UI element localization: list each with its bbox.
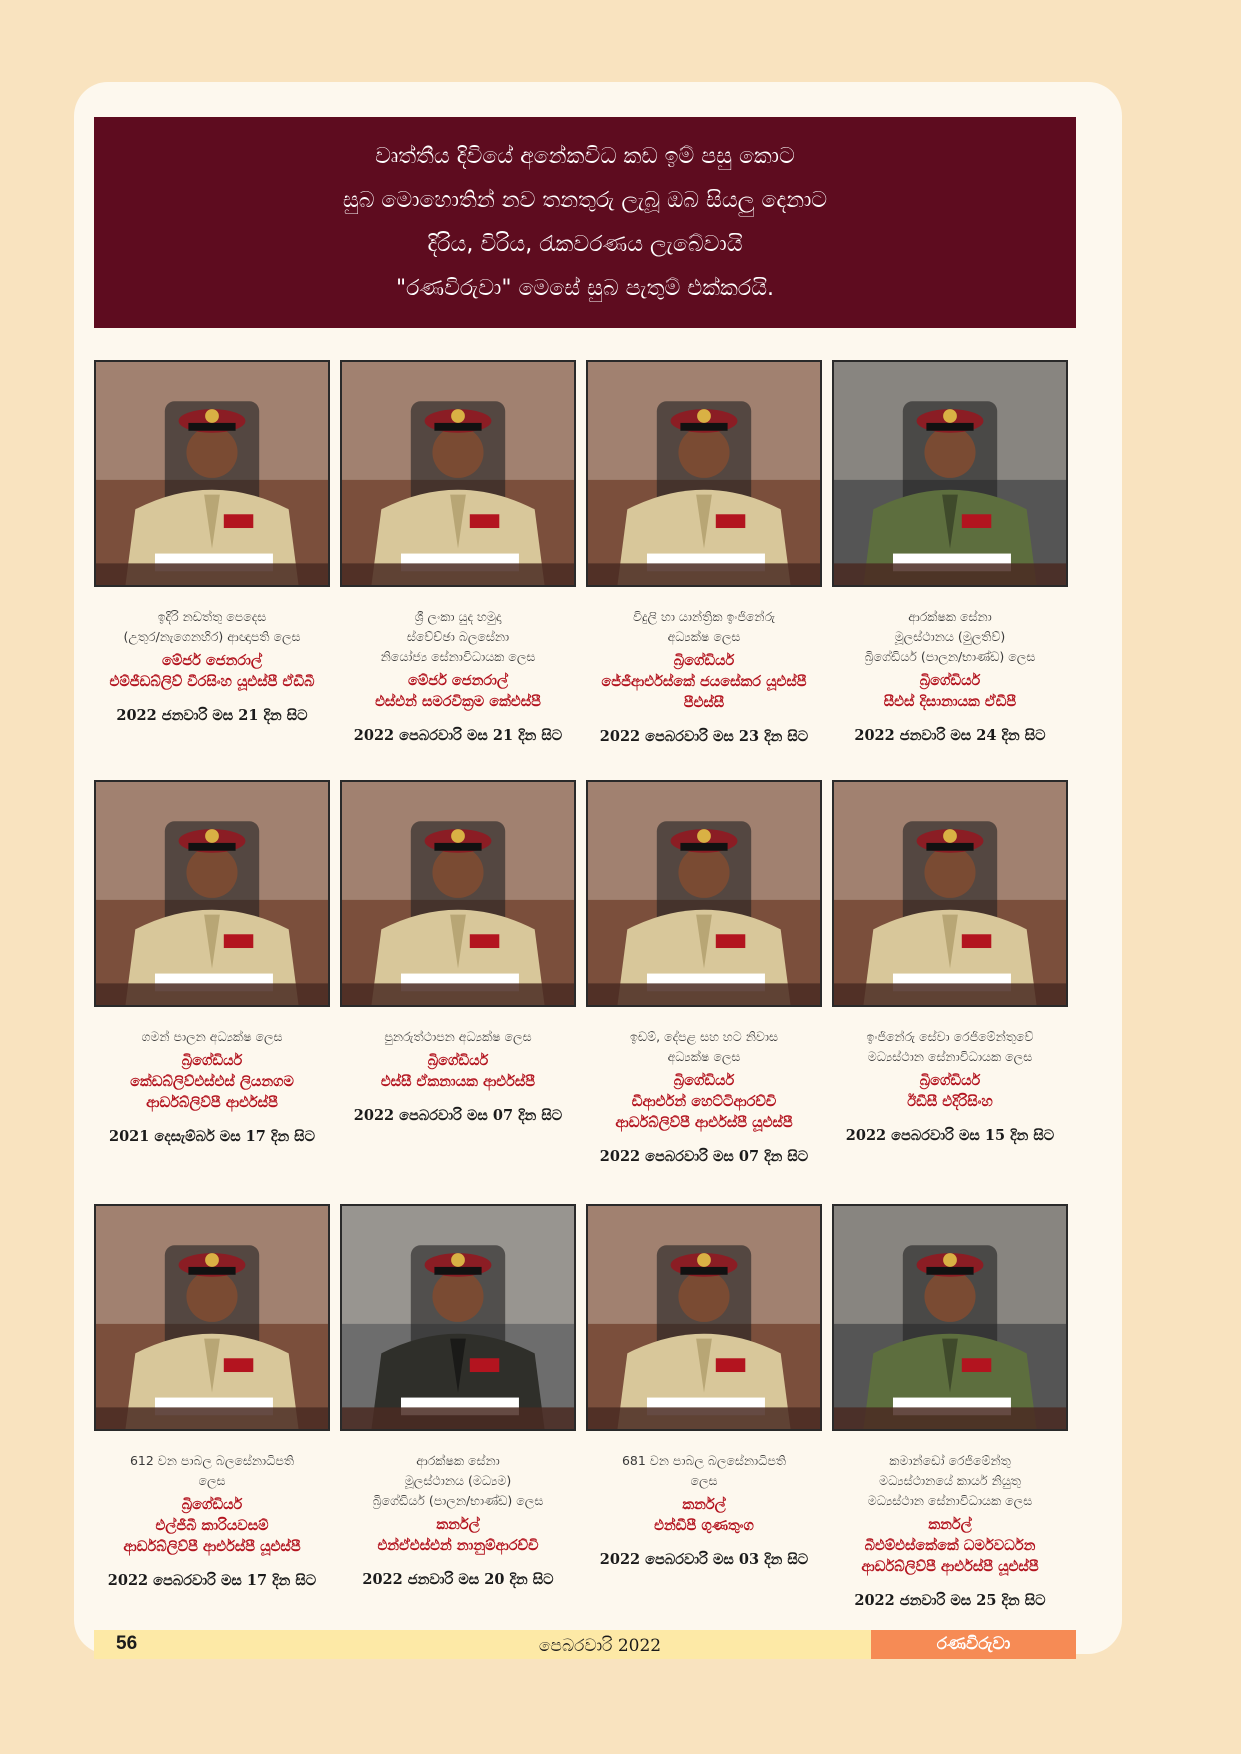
banner-line: "රණවිරුවා" මෙසේ සුබ පැතුම් එක්කරයි. bbox=[395, 275, 775, 301]
officer-photo-illustration bbox=[834, 362, 1066, 585]
officer-rank: බ්‍රිගේඩියර් bbox=[427, 1053, 489, 1069]
officer-photo bbox=[832, 360, 1068, 587]
appointment-entry bbox=[94, 360, 330, 727]
appointment-description: මූලස්ථානය (මධ්‍යම) bbox=[404, 1473, 512, 1488]
appointment-caption bbox=[340, 607, 576, 747]
officer-photo bbox=[340, 1204, 576, 1431]
officer-name: එස්සී ඒකනායක ආර්එස්පී bbox=[380, 1074, 536, 1090]
appointment-description: ලෙස bbox=[198, 1473, 226, 1488]
appointment-description: 612 වන පාබල බලසේනාධිපති bbox=[129, 1453, 295, 1468]
officer-photo bbox=[94, 1204, 330, 1431]
appointment-entry bbox=[94, 780, 330, 1148]
officer-rank: මේජර් ජෙනරාල් bbox=[408, 673, 508, 689]
officer-rank: බ්‍රිගේඩියර් bbox=[919, 673, 981, 689]
effective-date: 2022 පෙබරවාරි මස 07 දින සිට bbox=[353, 1107, 563, 1124]
appointment-description: කමාන්ඩෝ රෙජිමේන්තු bbox=[889, 1453, 1011, 1468]
officer-name: එම්ජීඩබ්ලිව් වීරසිංහ යූඑස්පී ඒඩීබී bbox=[109, 674, 315, 690]
appointment-description: මධ්‍යස්ථානයේ කාර්ය නියුතු bbox=[879, 1473, 1021, 1488]
appointment-caption bbox=[832, 1451, 1068, 1612]
officer-name: ආර්ඩබ්ලිව්පී ආර්එස්පී යූඑස්පී bbox=[615, 1115, 793, 1131]
appointment-caption bbox=[340, 1451, 576, 1591]
greeting-banner bbox=[94, 117, 1076, 328]
officer-photo bbox=[832, 780, 1068, 1007]
appointment-caption bbox=[832, 607, 1068, 747]
appointment-entry bbox=[586, 780, 822, 1168]
officer-photo-illustration bbox=[588, 1206, 820, 1429]
appointment-entry bbox=[586, 1204, 822, 1571]
officer-name: ආර්ඩබ්ලිව්පී ආර්එස්පී යූඑස්පී bbox=[123, 1539, 301, 1555]
effective-date: 2022 ජනවාරි මස 25 දින සිට bbox=[854, 1592, 1046, 1609]
appointment-description: විදුලි හා යාන්ත්‍රික ඉංජිනේරු bbox=[632, 609, 776, 624]
appointment-description: මධ්‍යස්ථාන සේනාවිධායක ලෙස bbox=[867, 1493, 1033, 1508]
appointment-caption bbox=[340, 1027, 576, 1127]
officer-rank: කර්නල් bbox=[436, 1517, 480, 1533]
effective-date: 2022 පෙබරවාරි මස 21 දින සිට bbox=[353, 727, 563, 744]
appointment-entry bbox=[586, 360, 822, 748]
appointment-description: ඉංජිනේරු සේවා රෙජිමේන්තුවේ bbox=[866, 1029, 1034, 1044]
appointment-description: බ්‍රිගේඩියර් (පාලන/භාණ්ඩ) ලෙස bbox=[372, 1493, 544, 1508]
officer-rank: බ්‍රිගේඩියර් bbox=[181, 1053, 243, 1069]
officer-photo bbox=[340, 780, 576, 1007]
officer-photo-illustration bbox=[96, 782, 328, 1005]
officer-name: ආර්ඩබ්ලිව්පී ආර්එස්පී යූඑස්පී bbox=[861, 1559, 1039, 1575]
officer-photo bbox=[94, 360, 330, 587]
appointment-description: (උතුර/නැගෙනහිර) ආඥාපති ලෙස bbox=[123, 629, 301, 644]
appointment-description: ආරක්ෂක සේනා bbox=[908, 609, 992, 624]
officer-rank: මේජර් ජෙනරාල් bbox=[162, 653, 262, 669]
appointment-caption bbox=[94, 607, 330, 727]
effective-date: 2022 ජනවාරි මස 20 දින සිට bbox=[362, 1571, 554, 1588]
appointment-caption bbox=[586, 1027, 822, 1168]
effective-date: 2022 පෙබරවාරි මස 15 දින සිට bbox=[845, 1127, 1055, 1144]
appointment-caption bbox=[832, 1027, 1068, 1147]
officer-photo bbox=[586, 780, 822, 1007]
effective-date: 2022 ජනවාරි මස 21 දින සිට bbox=[116, 707, 308, 724]
effective-date: 2021 දෙසැම්බර් මස 17 දින සිට bbox=[108, 1128, 316, 1145]
officer-photo-illustration bbox=[588, 362, 820, 585]
officer-rank: කර්නල් bbox=[928, 1517, 972, 1533]
officer-photo-illustration bbox=[342, 362, 574, 585]
officer-rank: කර්නල් bbox=[682, 1497, 726, 1513]
appointment-description: පුනරුත්ථාපන අධ්‍යක්ෂ ලෙස bbox=[384, 1029, 532, 1044]
effective-date: 2022 පෙබරවාරි මස 03 දින සිට bbox=[599, 1551, 809, 1568]
appointment-entry bbox=[340, 1204, 576, 1591]
appointment-description: බ්‍රිගේඩියර් (පාලන/භාණ්ඩ) ලෙස bbox=[864, 649, 1036, 664]
appointment-entry bbox=[832, 360, 1068, 747]
officer-name: එන්ඒඑස්එන් නානුම්ආරච්චි bbox=[377, 1538, 539, 1554]
officer-photo-illustration bbox=[96, 1206, 328, 1429]
officer-photo-illustration bbox=[342, 1206, 574, 1429]
appointment-description: ගමන් පාලන අධ්‍යක්ෂ ලෙස bbox=[141, 1029, 283, 1044]
officer-photo bbox=[832, 1204, 1068, 1431]
officer-name: සීඑස් දිසානායක ඒඩීපී bbox=[883, 694, 1017, 710]
officer-rank: බ්‍රිගේඩියර් bbox=[181, 1497, 243, 1513]
officer-photo bbox=[94, 780, 330, 1007]
appointment-description: 681 වන පාබල බලසේනාධිපති bbox=[621, 1453, 787, 1468]
appointment-entry bbox=[832, 780, 1068, 1147]
appointment-description: ඉඩම්, දේපළ සහ හට නිවාස bbox=[630, 1029, 778, 1044]
officer-photo bbox=[586, 360, 822, 587]
officer-name: බීඑම්එස්කේකේ ධර්මවර්ධන bbox=[864, 1538, 1036, 1554]
appointment-description: ලෙස bbox=[690, 1473, 718, 1488]
officer-photo bbox=[586, 1204, 822, 1431]
officer-rank: බ්‍රිගේඩියර් bbox=[673, 653, 735, 669]
officer-photo-illustration bbox=[834, 782, 1066, 1005]
officer-rank: බ්‍රිගේඩියර් bbox=[919, 1073, 981, 1089]
officer-photo-illustration bbox=[588, 782, 820, 1005]
banner-line: දිරිය, විරිය, රැකවරණය ලැබේවායි bbox=[427, 231, 743, 257]
magazine-name: රණවිරුවා bbox=[871, 1630, 1076, 1659]
effective-date: 2022 පෙබරවාරි මස 17 දින සිට bbox=[107, 1572, 317, 1589]
officer-name: ආර්ඩබ්ලිව්පී ආර්එස්පී bbox=[146, 1095, 278, 1111]
appointment-caption bbox=[94, 1027, 330, 1148]
officer-name: එන්ඩීපී ගුණතුංග bbox=[654, 1518, 754, 1534]
appointment-description: ශ්‍රී ලංකා යුද හමුදා bbox=[414, 609, 502, 624]
officer-name: ජේජීආර්එස්කේ ජයසේකර යූඑස්පී bbox=[601, 674, 807, 690]
appointment-entry bbox=[832, 1204, 1068, 1612]
appointment-description: ඉදිරි නඩත්තු පෙදෙස bbox=[157, 609, 267, 624]
officer-name: එස්එන් සමරවික්‍රම කේඑස්පී bbox=[375, 694, 541, 710]
officer-photo bbox=[340, 360, 576, 587]
appointment-caption bbox=[94, 1451, 330, 1592]
appointment-description: ආරක්ෂක සේනා bbox=[416, 1453, 500, 1468]
officer-rank: බ්‍රිගේඩියර් bbox=[673, 1073, 735, 1089]
appointment-description: මධ්‍යස්ථාන සේනාවිධායක ලෙස bbox=[867, 1049, 1033, 1064]
issue-date: පෙබරවාරි 2022 bbox=[538, 1636, 662, 1656]
effective-date: 2022 පෙබරවාරි මස 07 දින සිට bbox=[599, 1148, 809, 1165]
appointment-description: නියෝජ්‍ය සේනාවිධායක ලෙස bbox=[380, 649, 536, 664]
appointment-caption bbox=[586, 1451, 822, 1571]
banner-line: සුබ මොහොතින් නව තනතුරු ලැබූ ඔබ සියලු දෙනාට bbox=[342, 187, 828, 213]
officer-photo-illustration bbox=[834, 1206, 1066, 1429]
appointment-description: ස්වේච්ඡා බලසේනා bbox=[406, 629, 510, 644]
appointment-entry bbox=[340, 780, 576, 1127]
page-number: 56 bbox=[116, 1633, 138, 1654]
appointment-description: අධ්‍යක්ෂ ලෙස bbox=[667, 629, 741, 644]
officer-name: එල්ජීබී කාරියවසම් bbox=[155, 1518, 269, 1534]
effective-date: 2022 ජනවාරි මස 24 දින සිට bbox=[854, 727, 1046, 744]
officer-photo-illustration bbox=[342, 782, 574, 1005]
appointment-description: අධ්‍යක්ෂ ලෙස bbox=[667, 1049, 741, 1064]
officer-name: පීඑස්සී bbox=[683, 695, 725, 711]
appointment-caption bbox=[586, 607, 822, 748]
officer-name: කේඩබ්ලිව්එස්එස් ලියනගම bbox=[130, 1074, 294, 1090]
officer-name: ඩීආර්එන් හෙට්ටිආරච්චි bbox=[631, 1094, 777, 1110]
officer-name: ඊඩීසී එදිරිසිංහ bbox=[907, 1094, 993, 1110]
officer-photo-illustration bbox=[96, 362, 328, 585]
appointment-description: මූලස්ථානය (මුලතිව්) bbox=[894, 629, 1006, 644]
appointment-entry bbox=[94, 1204, 330, 1592]
banner-line: වෘත්තීය දිවියේ අනේකවිධ කඩ ඉම් පසු කොට bbox=[375, 143, 795, 169]
appointment-entry bbox=[340, 360, 576, 747]
effective-date: 2022 පෙබරවාරි මස 23 දින සිට bbox=[599, 728, 809, 745]
